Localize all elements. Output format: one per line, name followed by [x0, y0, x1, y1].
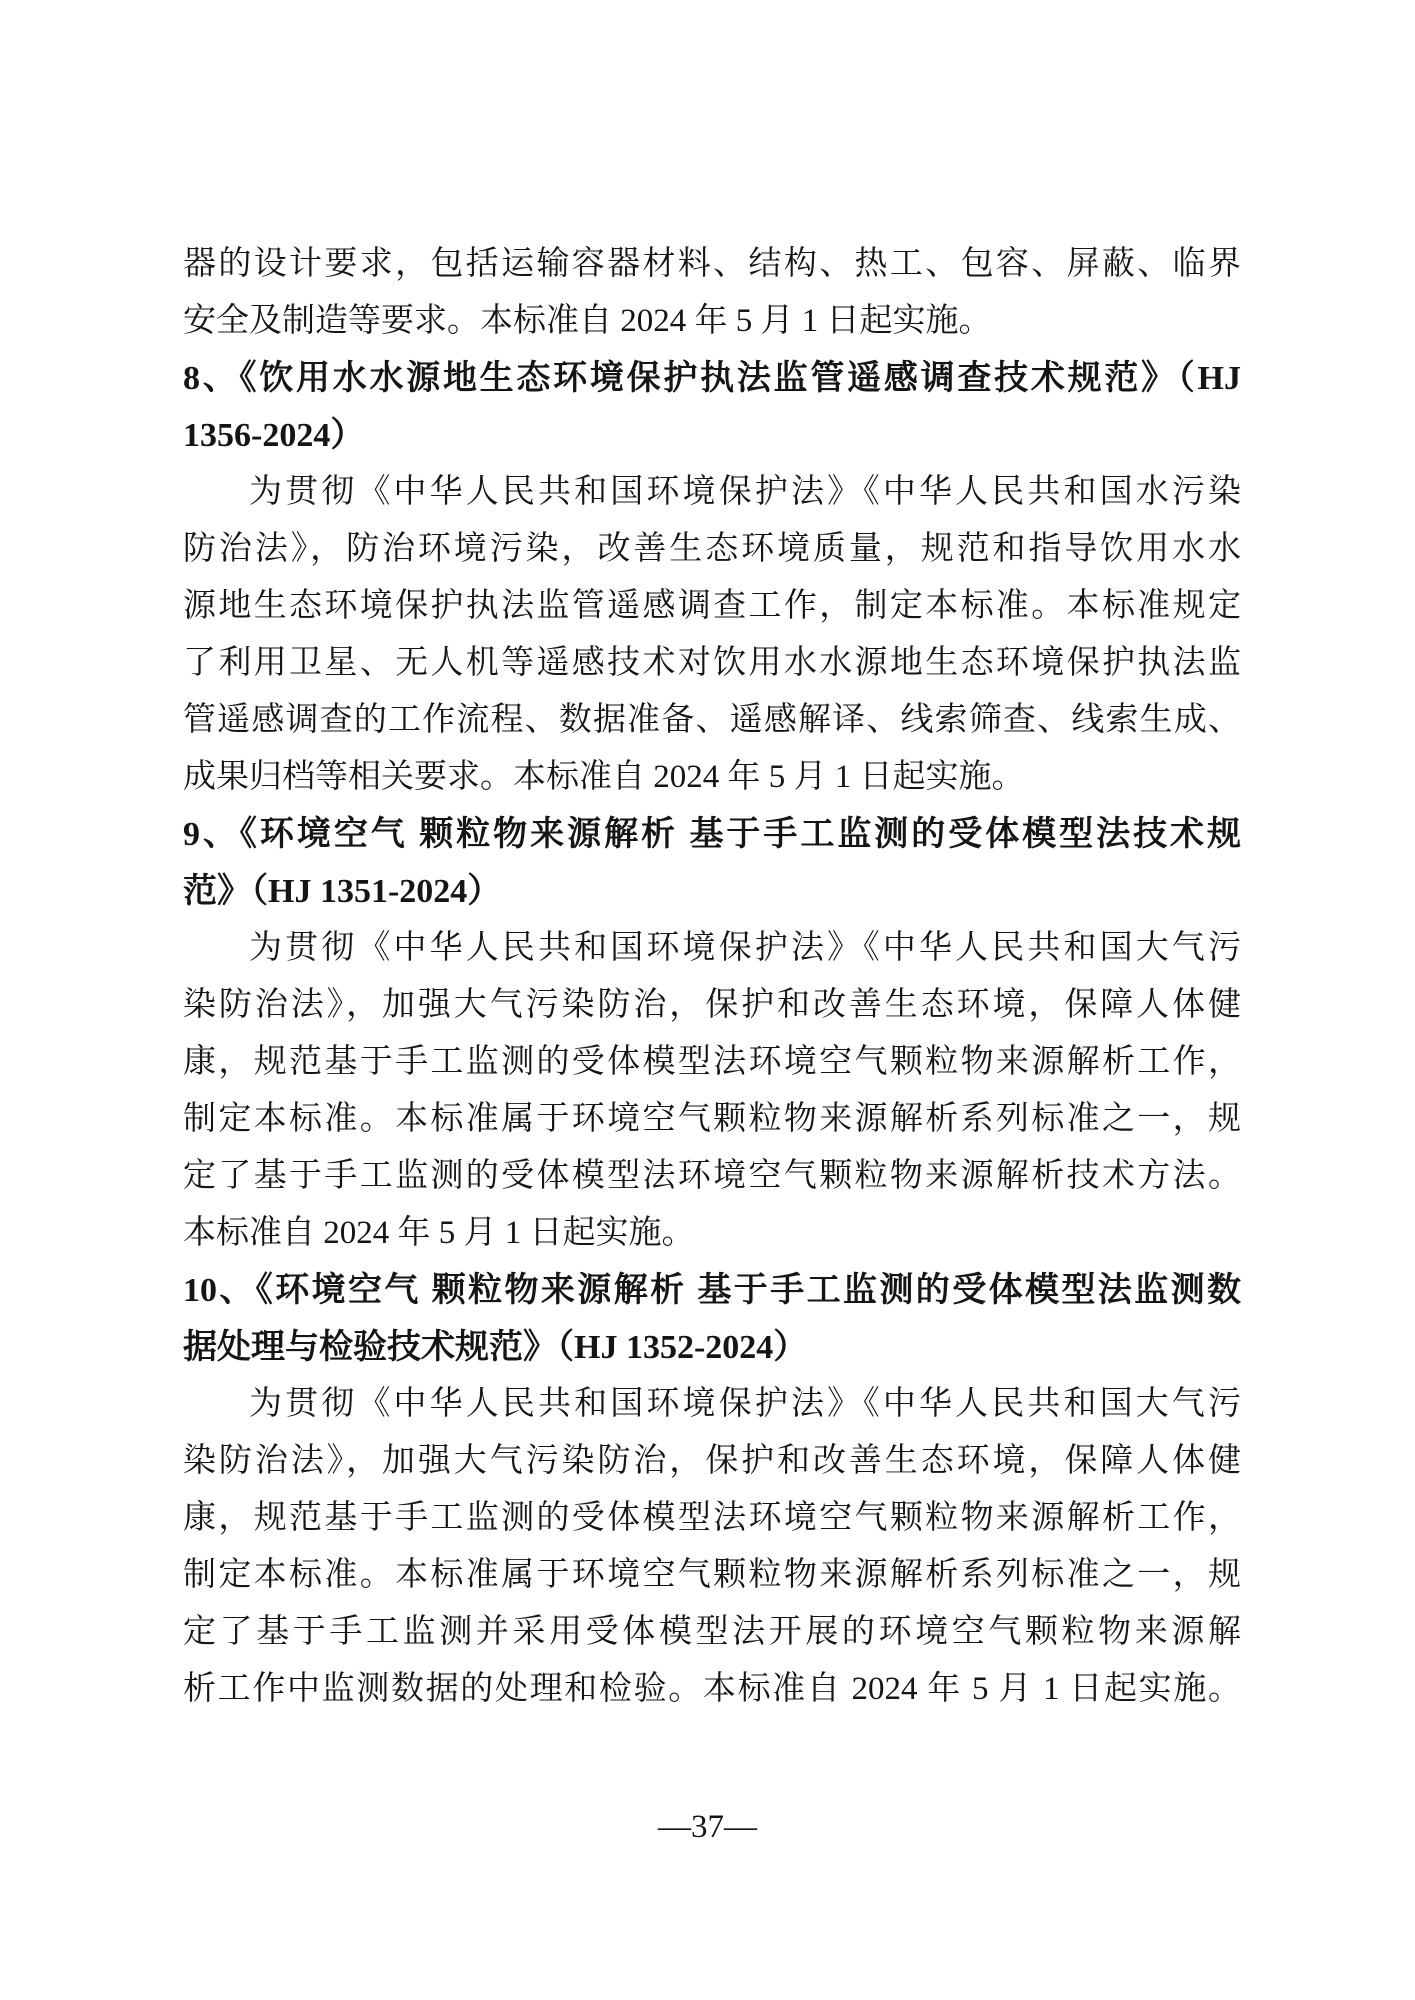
body-line: 康，规范基于手工监测的受体模型法环境空气颗粒物来源解析工作， — [183, 1500, 1241, 1536]
heading-line-item-9: 9、《环境空气 颗粒物来源解析 基于手工监测的受体模型法技术规 — [183, 816, 1241, 853]
page-number: —37— — [658, 1809, 757, 1845]
body-line: 源地生态环境保护执法监管遥感调查工作，制定本标准。本标准规定 — [183, 588, 1241, 624]
body-line: 定了基于手工监测的受体模型法环境空气颗粒物来源解析技术方法。 — [183, 1158, 1241, 1194]
body-line: 为贯彻《中华人民共和国环境保护法》《中华人民共和国水污染 — [249, 474, 1241, 510]
body-line: 染防治法》，加强大气污染防治，保护和改善生态环境，保障人体健 — [183, 987, 1241, 1023]
body-line: 安全及制造等要求。本标准自 2024 年 5 月 1 日起实施。 — [183, 303, 992, 339]
body-line: 为贯彻《中华人民共和国环境保护法》《中华人民共和国大气污 — [249, 1386, 1241, 1422]
body-line: 析工作中监测数据的处理和检验。本标准自 2024 年 5 月 1 日起实施。 — [183, 1671, 1241, 1707]
body-line: 了利用卫星、无人机等遥感技术对饮用水水源地生态环境保护执法监 — [183, 645, 1241, 681]
body-line: 本标准自 2024 年 5 月 1 日起实施。 — [183, 1215, 695, 1251]
heading-line-item-10: 10、《环境空气 颗粒物来源解析 基于手工监测的受体模型法监测数 — [183, 1272, 1241, 1309]
heading-line-item-8: 8、《饮用水水源地生态环境保护执法监管遥感调查技术规范》（HJ — [183, 360, 1241, 397]
body-line: 管遥感调查的工作流程、数据准备、遥感解译、线索筛查、线索生成、 — [183, 702, 1241, 738]
body-line: 染防治法》，加强大气污染防治，保护和改善生态环境，保障人体健 — [183, 1443, 1241, 1479]
body-line: 制定本标准。本标准属于环境空气颗粒物来源解析系列标准之一，规 — [183, 1557, 1241, 1593]
body-line: 器的设计要求，包括运输容器材料、结构、热工、包容、屏蔽、临界 — [183, 246, 1241, 282]
heading-line-item-10: 据处理与检验技术规范》（HJ 1352-2024） — [183, 1329, 808, 1366]
document-content — [183, 236, 1241, 1718]
body-line: 定了基于手工监测并采用受体模型法开展的环境空气颗粒物来源解 — [183, 1614, 1241, 1650]
body-line: 防治法》，防治环境污染，改善生态环境质量，规范和指导饮用水水 — [183, 531, 1241, 567]
heading-line-item-8: 1356-2024） — [183, 417, 365, 454]
body-line: 制定本标准。本标准属于环境空气颗粒物来源解析系列标准之一，规 — [183, 1101, 1241, 1137]
body-line: 成果归档等相关要求。本标准自 2024 年 5 月 1 日起实施。 — [183, 759, 1025, 795]
heading-line-item-9: 范》（HJ 1351-2024） — [183, 873, 502, 910]
body-line: 为贯彻《中华人民共和国环境保护法》《中华人民共和国大气污 — [249, 930, 1241, 966]
body-line: 康，规范基于手工监测的受体模型法环境空气颗粒物来源解析工作， — [183, 1044, 1241, 1080]
